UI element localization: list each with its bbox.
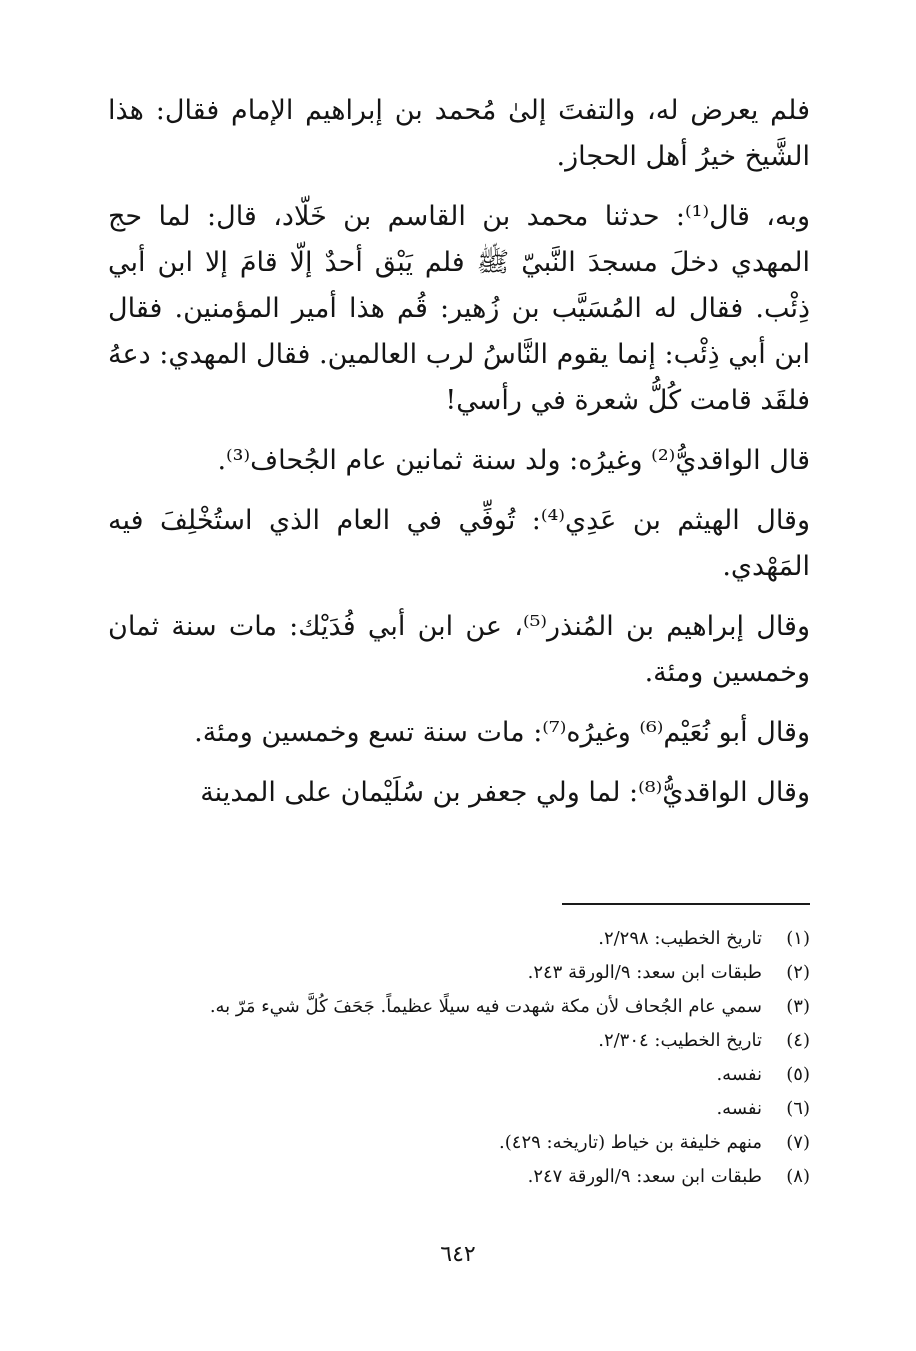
footnote-number: (٢) xyxy=(786,962,810,983)
paragraph: قال الواقديُّ⁽²⁾ وغيرُه: ولد سنة ثمانين عام الجُحاف⁽³⁾. xyxy=(217,445,810,476)
footnote-item xyxy=(108,990,810,1024)
footnote-item xyxy=(108,956,810,990)
footnote-text: نفسه. xyxy=(716,1064,762,1085)
page-number: ٦٤٢ xyxy=(440,1242,476,1267)
main-text xyxy=(108,88,810,830)
footnote-number: (٤) xyxy=(786,1030,810,1051)
footnote-text: طبقات ابن سعد: ٩/الورقة ٢٤٧. xyxy=(527,1166,762,1187)
paragraph: وقال أبو نُعَيْم⁽⁶⁾ وغيرُه⁽⁷⁾: مات سنة تسع وخمسين ومئة. xyxy=(194,717,810,748)
footnote-item xyxy=(108,1024,810,1058)
paragraph: فلم يعرض له، والتفتَ إلىٰ مُحمد بن إبراهيم الإمام فقال: هذا الشَّيخ خيرُ أهل الحجاز. xyxy=(108,95,810,172)
footnotes xyxy=(108,922,810,1194)
footnote-text: تاريخ الخطيب: ٢/٢٩٨. xyxy=(598,928,762,949)
footnote-number: (٥) xyxy=(786,1064,810,1085)
footnote-number: (٣) xyxy=(786,996,810,1017)
footnote-item xyxy=(108,1058,810,1092)
footnote-number: (٨) xyxy=(786,1166,810,1187)
footnote-text: نفسه. xyxy=(716,1098,762,1119)
footnote-text: تاريخ الخطيب: ٢/٣٠٤. xyxy=(598,1030,762,1051)
footnote-number: (٧) xyxy=(786,1132,810,1153)
footnote-item xyxy=(108,922,810,956)
footnote-item xyxy=(108,1126,810,1160)
footnote-number: (١) xyxy=(786,928,810,949)
paragraph: وقال إبراهيم بن المُنذر⁽⁵⁾، عن ابن أبي فُدَيْك: مات سنة ثمان وخمسين ومئة. xyxy=(108,611,811,688)
footnote-divider xyxy=(562,903,810,905)
footnote-text: طبقات ابن سعد: ٩/الورقة ٢٤٣. xyxy=(527,962,762,983)
footnote-text: سمي عام الجُحاف لأن مكة شهدت فيه سيلًا عظيماً. جَحَفَ كُلَّ شيء مَرّ به. xyxy=(209,996,762,1017)
footnote-number: (٦) xyxy=(786,1098,810,1119)
footnote-text: منهم خليفة بن خياط (تاريخه: ٤٢٩). xyxy=(499,1132,762,1153)
footnote-item xyxy=(108,1160,810,1194)
footnote-item xyxy=(108,1092,810,1126)
paragraph: وقال الهيثم بن عَدِي⁽⁴⁾: تُوفِّي في العام الذي استُخْلِفَ فيه المَهْدي. xyxy=(108,505,811,582)
paragraph: وقال الواقديُّ⁽⁸⁾: لما ولي جعفر بن سُلَيْمان على المدينة xyxy=(200,777,810,808)
paragraph: وبه، قال⁽¹⁾: حدثنا محمد بن القاسم بن خَلّاد، قال: لما حج المهدي دخلَ مسجدَ النَّبيّ ﷺ فلم يَبْق أحدٌ إلّا قامَ إلا ابن أبي ذِئْب. فقال له المُسَيَّب بن زُهير: قُم هذا أمير المؤمنين. فقال ابن أبي ذِئْب: إنما يقوم النَّاسُ لرب العالمين. فقال المهدي: دعهُ فلقَد قامت كُلُّ شعرة في رأسي! xyxy=(108,201,810,416)
